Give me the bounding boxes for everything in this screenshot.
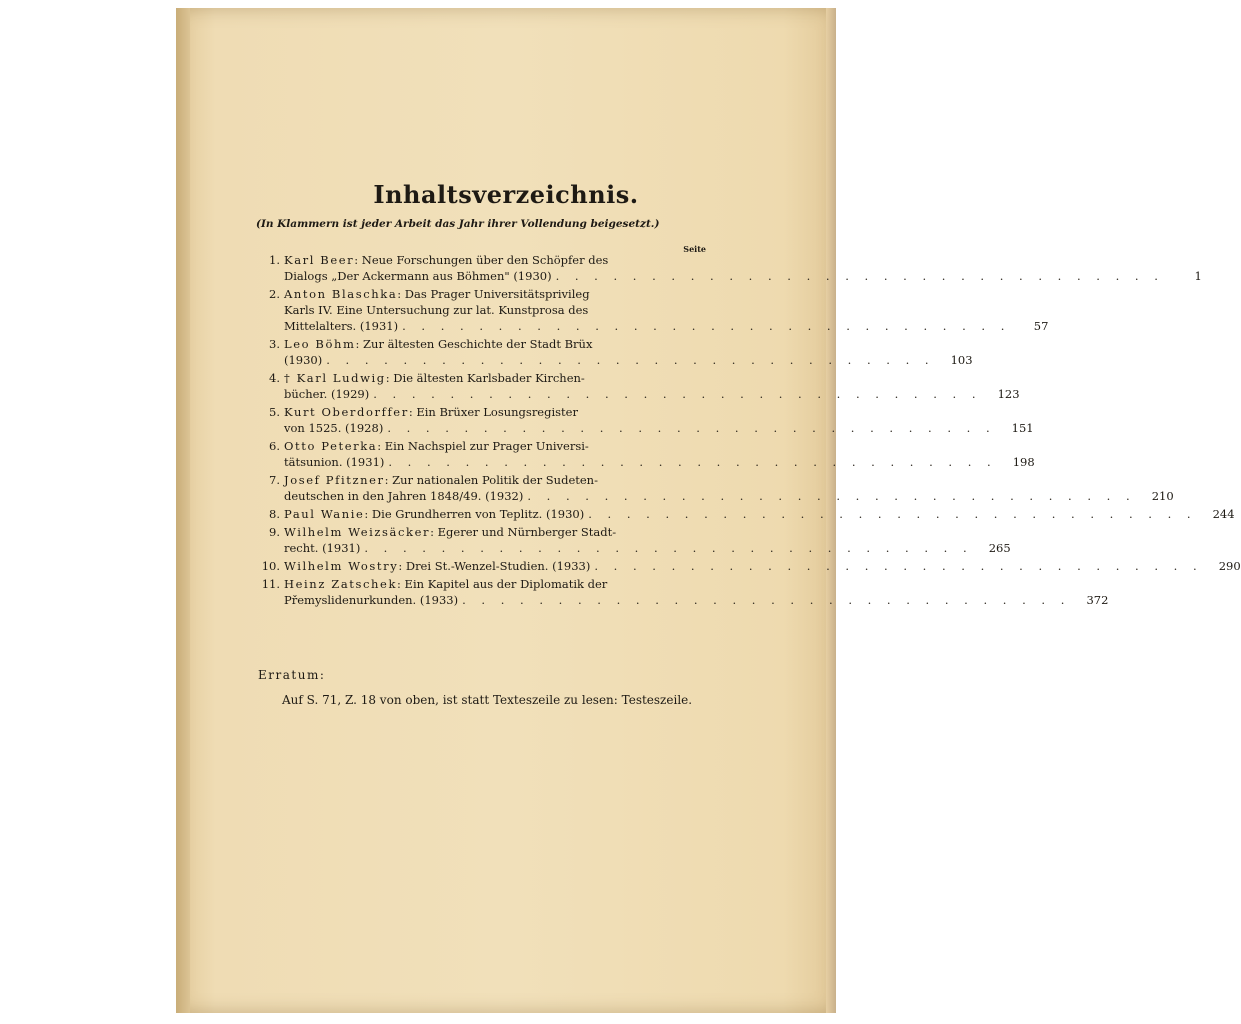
toc-entry-title: : Egerer und Nürnberger Stadt-	[430, 525, 617, 539]
toc-entry	[258, 336, 973, 368]
toc-entry-author: Paul Wanie	[284, 507, 365, 521]
toc-entry-title: Mittelalters. (1931)	[284, 319, 399, 333]
toc-entry-page: 372	[1086, 593, 1109, 607]
toc-entry-page: 151	[1011, 421, 1034, 435]
toc-entry-title: : Drei St.-Wenzel-Studien. (1933)	[398, 559, 591, 573]
toc-entry-title: tätsunion. (1931)	[284, 455, 385, 469]
toc-entry-author: Anton Blaschka	[284, 287, 398, 301]
toc-entry-title: Přemyslidenurkunden. (1933)	[284, 593, 459, 607]
toc-entry-number: 2.	[269, 287, 280, 301]
toc-entry-title: : Die Grundherren von Teplitz. (1930)	[364, 507, 585, 521]
toc-entry-page: 123	[997, 387, 1020, 401]
toc-entry	[258, 472, 1174, 504]
toc-entry	[258, 370, 1020, 402]
toc-entry-page: 57	[1033, 319, 1049, 333]
dot-leader: . . . . . . . . . . . . . . . . . . . . . . . . . . . . . . . .	[588, 507, 1197, 521]
toc-entry-page: 210	[1151, 489, 1174, 503]
toc-entry-page: 103	[950, 353, 973, 367]
erratum-title: Erratum:	[258, 668, 326, 682]
toc-entry-page: 198	[1012, 455, 1035, 469]
dot-leader: . . . . . . . . . . . . . . . . . . . . . . . . . . . . . . . .	[326, 353, 935, 367]
toc-entry-title: : Ein Brüxer Losungsregister	[408, 405, 578, 419]
toc-entry-number: 3.	[269, 337, 280, 351]
toc-entry-author: Wilhelm Weizsäcker	[284, 525, 431, 539]
toc-entry	[258, 558, 1241, 574]
page-spine-edge	[176, 8, 190, 1013]
toc-entry-title: : Das Prager Universitätsprivileg	[397, 287, 590, 301]
toc-entry-number: 7.	[269, 473, 280, 487]
toc-entry-number: 10.	[261, 559, 280, 573]
toc-entry-author: Heinz Zatschek	[284, 577, 398, 591]
toc-entry-title: recht. (1931)	[284, 541, 361, 555]
toc-entry-author: Karl Beer	[284, 253, 355, 267]
toc-entry	[258, 438, 1035, 470]
table-of-contents	[258, 252, 1241, 610]
toc-entry-page: 244	[1212, 507, 1235, 521]
toc-entry-title: : Zur ältesten Geschichte der Stadt Brüx	[355, 337, 593, 351]
toc-entry-title: : Ein Nachspiel zur Prager Universi-	[377, 439, 589, 453]
toc-entry-title: Karls IV. Eine Untersuchung zur lat. Kunstprosa des	[284, 303, 589, 317]
toc-entry-author: Wilhelm Wostry	[284, 559, 399, 573]
toc-entry-title: : Neue Forschungen über den Schöpfer des	[354, 253, 609, 267]
dot-leader: . . . . . . . . . . . . . . . . . . . . . . . . . . . . . . . .	[373, 387, 982, 401]
toc-entry-number: 8.	[269, 507, 280, 521]
toc-entry-author: Otto Peterka	[284, 439, 378, 453]
toc-entry-title: : Die ältesten Karlsbader Kirchen-	[385, 371, 585, 385]
toc-entry-title: Dialogs „Der Ackermann aus Böhmen" (1930)	[284, 269, 552, 283]
dot-leader: . . . . . . . . . . . . . . . . . . . . . . . . . . . . . . . .	[594, 559, 1203, 573]
toc-entry-author: Leo Böhm	[284, 337, 356, 351]
heading-note: (In Klammern ist jeder Arbeit das Jahr ihrer Vollendung beigesetzt.)	[256, 218, 660, 230]
erratum-text: Auf S. 71, Z. 18 von oben, ist statt Texteszeile zu lesen: Testeszeile.	[282, 693, 693, 707]
toc-entry-author: † Karl Ludwig	[284, 371, 386, 385]
dot-leader: . . . . . . . . . . . . . . . . . . . . . . . . . . . . . . . .	[387, 421, 996, 435]
toc-entry-title: von 1525. (1928)	[284, 421, 384, 435]
dot-leader: . . . . . . . . . . . . . . . . . . . . . . . . . . . . . . . .	[527, 489, 1136, 503]
toc-entry	[258, 286, 1049, 334]
toc-entry	[258, 524, 1011, 556]
page-title: Inhaltsverzeichnis.	[373, 180, 639, 209]
page-column-label: Seite	[683, 244, 706, 254]
toc-entry-number: 11.	[261, 577, 280, 591]
dot-leader: . . . . . . . . . . . . . . . . . . . . . . . . . . . . . . . .	[402, 319, 1011, 333]
toc-entry-page: 265	[988, 541, 1011, 555]
toc-entry	[258, 506, 1235, 522]
toc-entry-number: 4.	[269, 371, 280, 385]
dot-leader: . . . . . . . . . . . . . . . . . . . . . . . . . . . . . . . .	[462, 593, 1071, 607]
toc-entry-number: 6.	[269, 439, 280, 453]
toc-entry-number: 9.	[269, 525, 280, 539]
toc-entry-title: deutschen in den Jahren 1848/49. (1932)	[284, 489, 524, 503]
book-page	[176, 8, 1241, 1013]
toc-entry-page: 290	[1218, 559, 1241, 573]
toc-entry	[258, 252, 1202, 284]
toc-entry-number: 5.	[269, 405, 280, 419]
toc-entry	[258, 576, 1109, 608]
toc-entry-title: : Ein Kapitel aus der Diplomatik der	[397, 577, 608, 591]
dot-leader: . . . . . . . . . . . . . . . . . . . . . . . . . . . . . . . .	[388, 455, 997, 469]
toc-entry-title: : Zur nationalen Politik der Sudeten-	[384, 473, 598, 487]
dot-leader: . . . . . . . . . . . . . . . . . . . . . . . . . . . . . . . .	[555, 269, 1164, 283]
toc-entry-title: bücher. (1929)	[284, 387, 370, 401]
toc-entry-author: Josef Pfitzner	[284, 473, 385, 487]
toc-entry-page: 1	[1194, 269, 1202, 283]
dot-leader: . . . . . . . . . . . . . . . . . . . . . . . . . . . . . . . .	[364, 541, 973, 555]
toc-entry	[258, 404, 1034, 436]
toc-entry-number: 1.	[269, 253, 280, 267]
toc-entry-author: Kurt Oberdorffer	[284, 405, 409, 419]
toc-entry-title: (1930)	[284, 353, 323, 367]
